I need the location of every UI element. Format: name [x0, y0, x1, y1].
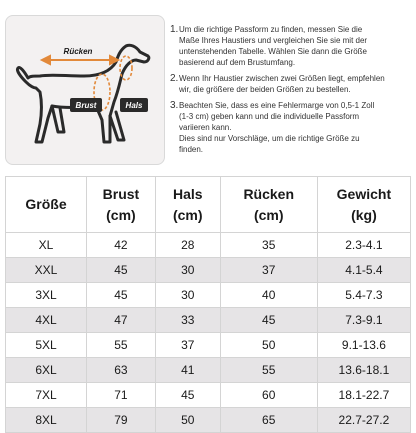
header-back-label: Rücken [243, 185, 295, 202]
instructions-section [0, 0, 416, 180]
cell-weight: 13.6-18.1 [317, 358, 410, 383]
table-row [6, 333, 411, 358]
note-line: finden. [179, 145, 204, 154]
header-size [6, 177, 87, 233]
cell-weight: 18.1-22.7 [317, 383, 410, 408]
neck-label: Hals [125, 101, 143, 110]
note-line: Maße Ihres Haustiers und vergleichen Sie sie mit der [179, 36, 368, 45]
header-chest-label: Brust [102, 185, 140, 202]
note-text [179, 24, 367, 68]
cell-size: 8XL [6, 408, 87, 433]
cell-weight: 9.1-13.6 [317, 333, 410, 358]
table-row [6, 408, 411, 433]
cell-weight: 22.7-27.2 [317, 408, 410, 433]
note-number: 1. [170, 24, 179, 35]
cell-back: 60 [220, 383, 317, 408]
cell-weight: 4.1-5.4 [317, 258, 410, 283]
table-row [6, 233, 411, 258]
cell-weight: 7.3-9.1 [317, 308, 410, 333]
cell-neck: 37 [155, 333, 220, 358]
header-chest [87, 177, 156, 233]
header-neck-unit: (cm) [172, 206, 203, 223]
note-line: wir, die größere der beiden Größen zu bestellen. [179, 85, 351, 94]
cell-chest: 45 [87, 258, 156, 283]
cell-neck: 28 [155, 233, 220, 258]
header-chest-unit: (cm) [106, 206, 136, 223]
cell-size: 3XL [6, 283, 87, 308]
note-line: Um die richtige Passform zu finden, messen Sie die [179, 25, 363, 34]
header-neck [155, 177, 220, 233]
note-line: Wenn Ihr Haustier zwischen zwei Größen liegt, empfehlen [179, 74, 385, 83]
cell-back: 65 [220, 408, 317, 433]
chest-label: Brust [75, 101, 97, 110]
header-size-label: Größe [25, 196, 67, 212]
table-row [6, 308, 411, 333]
cell-size: 6XL [6, 358, 87, 383]
table-row [6, 383, 411, 408]
cell-chest: 71 [87, 383, 156, 408]
dog-measurement-diagram [5, 15, 165, 165]
cell-neck: 45 [155, 383, 220, 408]
instruction-notes [170, 24, 413, 160]
cell-weight: 2.3-4.1 [317, 233, 410, 258]
cell-size: 5XL [6, 333, 87, 358]
back-measure-arrow [42, 56, 118, 64]
note-line: variieren kann. [179, 123, 232, 132]
note-line: (1-3 cm) geben kann und die individuelle Passform [179, 112, 360, 121]
note-text [179, 100, 374, 155]
cell-chest: 63 [87, 358, 156, 383]
cell-size: 7XL [6, 383, 87, 408]
note-2 [170, 73, 413, 95]
cell-weight: 5.4-7.3 [317, 283, 410, 308]
cell-chest: 45 [87, 283, 156, 308]
table-row [6, 258, 411, 283]
note-line: Beachten Sie, dass es eine Fehlermarge von 0,5-1 Zoll [179, 101, 375, 110]
header-neck-label: Hals [172, 185, 203, 202]
cell-back: 45 [220, 308, 317, 333]
note-1 [170, 24, 413, 68]
cell-neck: 50 [155, 408, 220, 433]
header-weight-unit: (kg) [351, 206, 377, 223]
back-label: Rücken [63, 47, 93, 56]
note-line: untenstehenden Tabelle. Wählen Sie dann die Größe [179, 47, 367, 56]
cell-size: XL [6, 233, 87, 258]
cell-neck: 33 [155, 308, 220, 333]
cell-back: 40 [220, 283, 317, 308]
size-table [5, 176, 411, 433]
cell-back: 55 [220, 358, 317, 383]
note-number: 3. [170, 100, 179, 111]
table-row [6, 358, 411, 383]
note-number: 2. [170, 73, 179, 84]
header-weight-label: Gewicht [336, 185, 392, 202]
note-line: Dies sind nur Vorschläge, um die richtige Größe zu [179, 134, 360, 143]
cell-neck: 30 [155, 258, 220, 283]
table-row [6, 283, 411, 308]
cell-chest: 55 [87, 333, 156, 358]
dog-silhouette-illustration [6, 16, 166, 166]
cell-back: 50 [220, 333, 317, 358]
cell-neck: 41 [155, 358, 220, 383]
cell-chest: 47 [87, 308, 156, 333]
header-back-unit: (cm) [253, 206, 284, 223]
cell-back: 37 [220, 258, 317, 283]
note-3 [170, 100, 413, 155]
cell-back: 35 [220, 233, 317, 258]
cell-size: 4XL [6, 308, 87, 333]
note-line: basierend auf dem Brustumfang. [179, 58, 296, 67]
size-chart-table [5, 176, 411, 427]
table-header-row [6, 177, 411, 233]
cell-chest: 79 [87, 408, 156, 433]
cell-chest: 42 [87, 233, 156, 258]
cell-neck: 30 [155, 283, 220, 308]
header-back [220, 177, 317, 233]
header-weight [317, 177, 410, 233]
cell-size: XXL [6, 258, 87, 283]
note-text [179, 73, 385, 95]
